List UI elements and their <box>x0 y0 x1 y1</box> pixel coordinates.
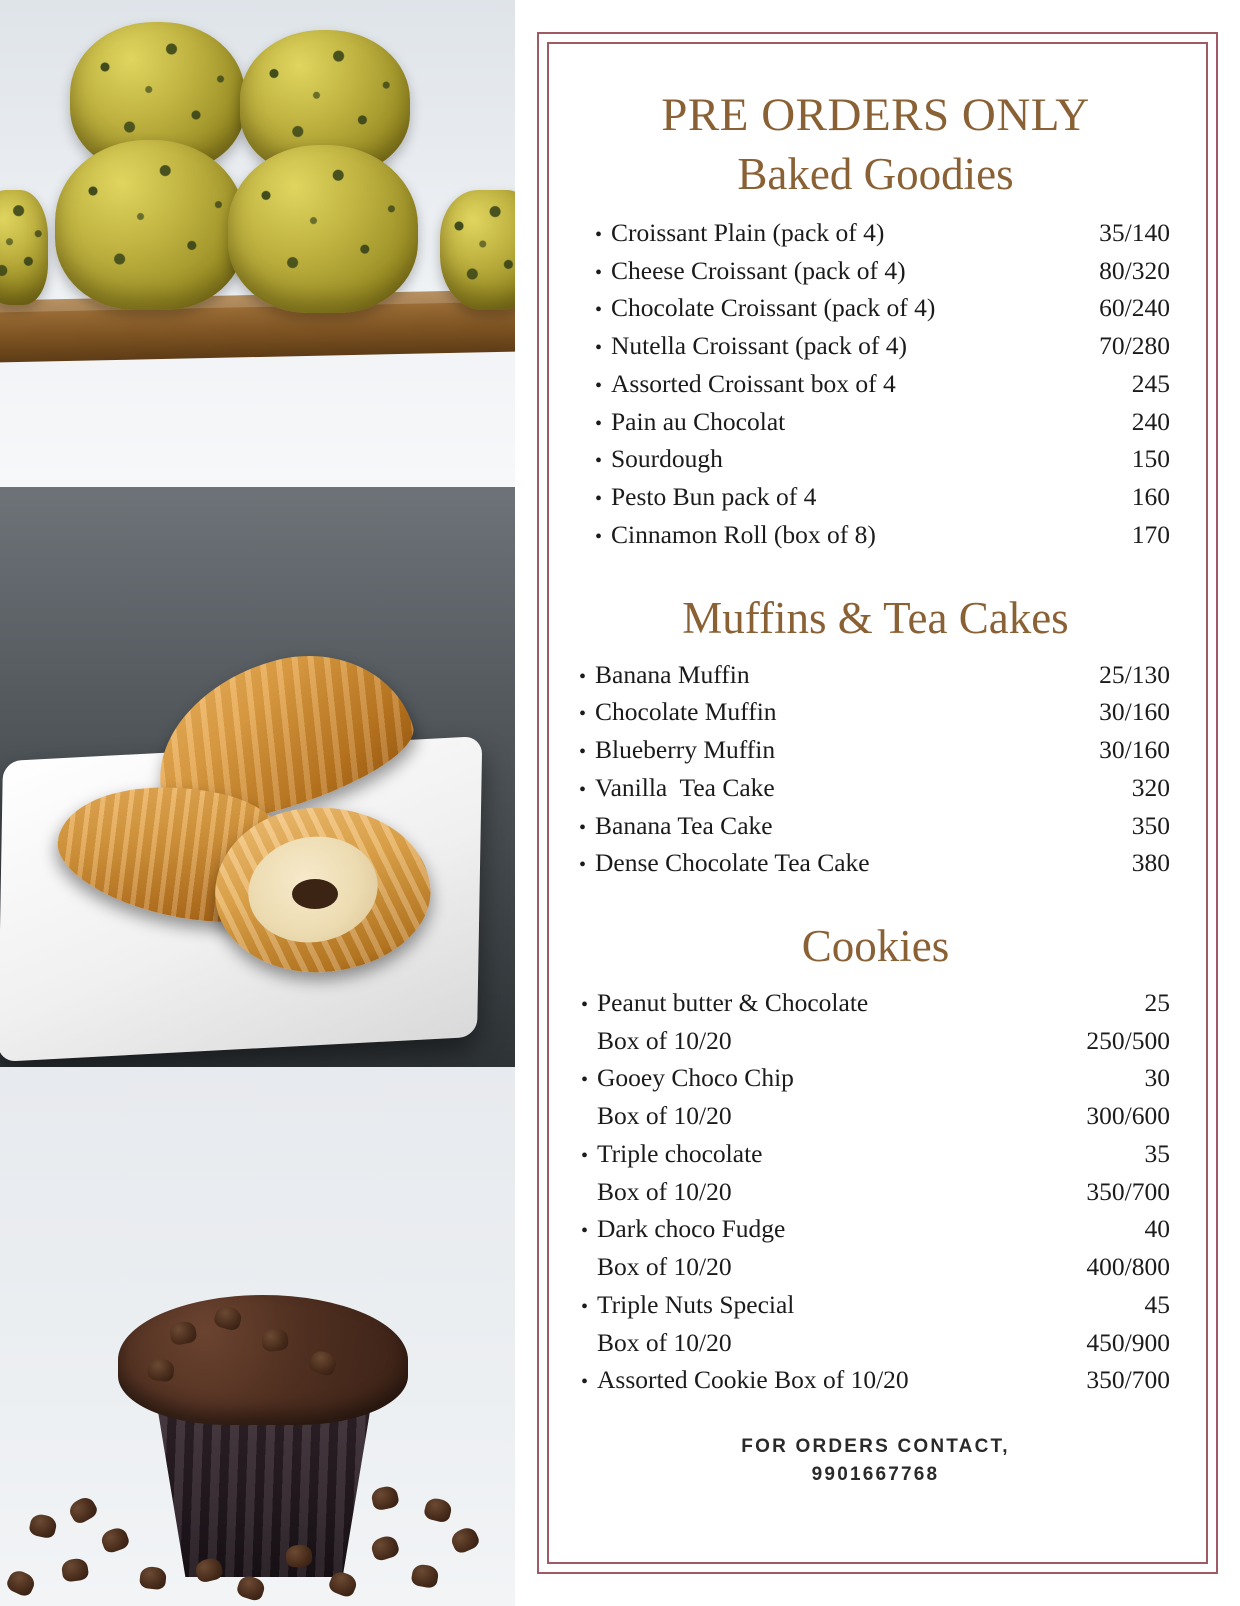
list-item <box>579 807 1170 845</box>
section-muffins-list <box>579 656 1172 882</box>
list-item <box>595 440 1170 478</box>
bullet-icon: • <box>595 412 603 435</box>
bullet-icon: • <box>581 1220 589 1243</box>
item-name: Dark choco Fudge <box>597 1214 786 1244</box>
item-name: Pain au Chocolat <box>611 406 786 436</box>
bullet-icon: • <box>579 854 587 877</box>
item-price: 35/140 <box>1099 218 1170 247</box>
item-price: 35 <box>1144 1138 1170 1168</box>
list-item <box>581 1173 1170 1211</box>
item-name: Cheese Croissant (pack of 4) <box>611 255 906 285</box>
list-item <box>581 1361 1170 1399</box>
contact-phone-number[interactable]: 9901667768 <box>811 1463 940 1485</box>
chocolate-chip <box>28 1513 58 1540</box>
list-item <box>579 844 1170 882</box>
item-price: 300/600 <box>1086 1101 1170 1131</box>
bullet-icon: • <box>579 665 587 688</box>
item-name: Pesto Bun pack of 4 <box>611 482 817 512</box>
chocolate-chip <box>369 1534 401 1563</box>
item-price: 160 <box>1131 482 1170 512</box>
item-name: Gooey Choco Chip <box>597 1063 794 1093</box>
bullet-icon: • <box>581 994 589 1017</box>
list-item <box>579 693 1170 731</box>
bullet-icon: • <box>579 703 587 726</box>
bullet-icon: • <box>581 1144 589 1167</box>
item-price: 150 <box>1131 444 1170 474</box>
item-price: 380 <box>1131 848 1170 878</box>
list-item <box>579 656 1170 694</box>
list-item <box>595 365 1170 403</box>
item-price: 25 <box>1144 988 1170 1018</box>
item-price: 80/320 <box>1099 255 1170 285</box>
item-name: Banana Tea Cake <box>595 810 773 840</box>
item-name: Box of 10/20 <box>597 1176 732 1206</box>
item-name: Chocolate Muffin <box>595 697 777 727</box>
chocolate-chip <box>423 1496 454 1524</box>
chocolate-chip <box>5 1568 38 1599</box>
item-price: 30 <box>1144 1063 1170 1093</box>
item-price: 350 <box>1131 810 1170 840</box>
item-name: Banana Muffin <box>595 659 750 689</box>
item-name: Box of 10/20 <box>597 1327 732 1357</box>
wooden-board <box>0 289 515 362</box>
list-item <box>595 327 1170 365</box>
bullet-icon: • <box>595 337 603 360</box>
item-price: 250/500 <box>1086 1025 1170 1055</box>
item-name: Assorted Croissant box of 4 <box>611 368 896 398</box>
item-name: Chocolate Croissant (pack of 4) <box>611 293 936 323</box>
section-heading-muffins: Muffins & Tea Cakes <box>682 592 1069 643</box>
chocolate-filling <box>292 879 338 909</box>
page-title: PRE ORDERS ONLY <box>661 89 1090 141</box>
list-item <box>595 516 1170 554</box>
item-name: Box of 10/20 <box>597 1252 732 1282</box>
list-item <box>595 478 1170 516</box>
bullet-icon: • <box>595 299 603 322</box>
bullet-icon: • <box>595 261 603 284</box>
list-item <box>595 214 1170 252</box>
bun-front-left <box>55 140 245 310</box>
item-name: Box of 10/20 <box>597 1101 732 1131</box>
list-item <box>579 769 1170 807</box>
list-item <box>581 984 1170 1022</box>
chocolate-chip <box>370 1485 400 1512</box>
item-name: Blueberry Muffin <box>595 735 776 765</box>
item-name: Croissant Plain (pack of 4) <box>611 218 885 247</box>
chocolate-chip <box>99 1525 131 1555</box>
chocolate-chip <box>235 1574 267 1603</box>
item-price: 350/700 <box>1086 1176 1170 1206</box>
item-name: Triple chocolate <box>597 1138 763 1168</box>
item-name: Sourdough <box>611 444 723 474</box>
chocolate-chip <box>285 1544 312 1568</box>
contact-block <box>579 1433 1172 1488</box>
list-item <box>581 1135 1170 1173</box>
list-item <box>581 1210 1170 1248</box>
chocolate-chip <box>66 1494 100 1526</box>
chocolate-chip <box>139 1566 167 1591</box>
item-price: 400/800 <box>1086 1252 1170 1282</box>
bullet-icon: • <box>595 525 603 548</box>
list-item <box>595 289 1170 327</box>
item-price: 30/160 <box>1099 735 1170 765</box>
item-price: 60/240 <box>1099 293 1170 323</box>
item-name: Nutella Croissant (pack of 4) <box>611 331 908 361</box>
section-baked-goodies-list <box>579 214 1172 554</box>
list-item <box>595 403 1170 441</box>
contact-label: FOR ORDERS CONTACT, <box>741 1436 1010 1458</box>
bullet-icon: • <box>581 1371 589 1394</box>
item-price: 170 <box>1131 519 1170 549</box>
item-price: 245 <box>1131 368 1170 398</box>
item-price: 240 <box>1131 406 1170 436</box>
item-price: 30/160 <box>1099 697 1170 727</box>
section-cookies-list <box>579 984 1172 1399</box>
photo-chocolate-muffin <box>0 1067 515 1606</box>
item-name: Vanilla Tea Cake <box>595 772 775 802</box>
chocolate-chip <box>61 1557 90 1582</box>
bullet-icon: • <box>595 450 603 473</box>
chocolate-chip <box>449 1525 482 1556</box>
bun-front-right <box>228 145 418 313</box>
item-name: Triple Nuts Special <box>597 1289 795 1319</box>
chocolate-chip <box>410 1563 439 1589</box>
bullet-icon: • <box>581 1295 589 1318</box>
bullet-icon: • <box>595 224 603 246</box>
item-name: Box of 10/20 <box>597 1025 732 1055</box>
item-name: Cinnamon Roll (box of 8) <box>611 519 876 549</box>
item-price: 45 <box>1144 1289 1170 1319</box>
bullet-icon: • <box>579 741 587 764</box>
section-heading-cookies: Cookies <box>801 921 950 972</box>
list-item <box>581 1022 1170 1060</box>
bullet-icon: • <box>579 778 587 801</box>
bun-side-right <box>440 190 515 310</box>
photo-croissants <box>0 487 515 1067</box>
list-item <box>595 252 1170 290</box>
photo-column <box>0 0 515 1606</box>
bullet-icon: • <box>595 374 603 397</box>
menu-subtitle: Baked Goodies <box>737 149 1014 199</box>
list-item <box>581 1286 1170 1324</box>
list-item <box>581 1059 1170 1097</box>
photo-pesto-buns <box>0 0 515 487</box>
list-item <box>581 1248 1170 1286</box>
bun-side-left <box>0 190 48 305</box>
item-price: 40 <box>1144 1214 1170 1244</box>
item-price: 70/280 <box>1099 331 1170 361</box>
menu-content <box>535 34 1212 1488</box>
item-price: 450/900 <box>1086 1327 1170 1357</box>
bullet-icon: • <box>579 816 587 839</box>
item-name: Peanut butter & Chocolate <box>597 988 869 1018</box>
item-name: Assorted Cookie Box of 10/20 <box>597 1365 909 1395</box>
list-item <box>579 731 1170 769</box>
bullet-icon: • <box>595 488 603 511</box>
menu-panel <box>515 0 1240 1606</box>
list-item <box>581 1097 1170 1135</box>
list-item <box>581 1324 1170 1362</box>
chocolate-chip <box>261 1328 289 1353</box>
bullet-icon: • <box>581 1069 589 1092</box>
item-price: 320 <box>1131 772 1170 802</box>
item-name: Dense Chocolate Tea Cake <box>595 848 870 878</box>
item-price: 350/700 <box>1086 1365 1170 1395</box>
item-price: 25/130 <box>1099 659 1170 689</box>
